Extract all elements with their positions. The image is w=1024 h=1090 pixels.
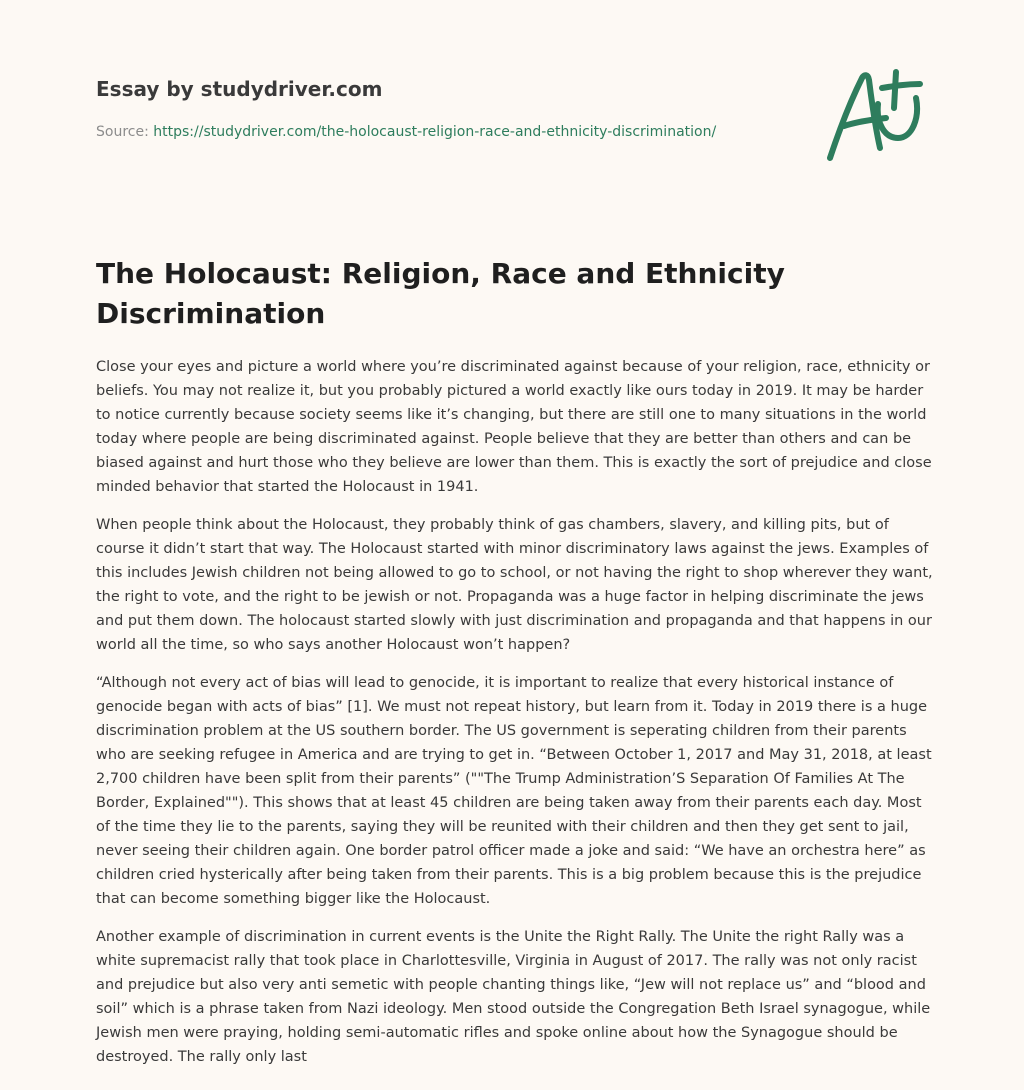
essay-title: The Holocaust: Religion, Race and Ethnicity Discrimination	[96, 257, 785, 330]
a-plus-logo-icon	[820, 64, 930, 164]
paragraph: Close your eyes and picture a world where you’re discriminated against because of your religion, race, ethnicity or beliefs. You may not realize it, but you probably pictured a world exactly like ours today in 2019. It may be harder to notice currently because society seems like it’s changing, but there are still one to many situations in the world today where people are being discriminated against. People believe that they are better than others and can be biased against and hurt those who they believe are lower than them. This is exactly the sort of prejudice and close minded behavior that started the Holocaust in 1941.	[96, 359, 932, 495]
source-link[interactable]: https://studydriver.com/the-holocaust-religion-race-and-ethnicity-discrimination/	[153, 124, 717, 140]
brand-title: Essay by studydriver.com	[96, 77, 383, 101]
paragraph: When people think about the Holocaust, they probably think of gas chambers, slavery, and killing pits, but of course it didn’t start that way. The Holocaust started with minor discriminatory laws against the jews. Examples of this includes Jewish children not being allowed to go to school, or not having the right to shop wherever they want, the right to vote, and the right to be jewish or not. Propaganda was a huge factor in helping discriminate the jews and put them down. The holocaust started slowly with just discrimination and propaganda and that happens in our world all the time, so who says another Holocaust won’t happen?	[96, 517, 933, 653]
essay-body	[96, 355, 936, 1083]
source-line	[96, 122, 796, 142]
essay-header	[96, 74, 796, 142]
source-label: Source:	[96, 124, 149, 140]
paragraph: Another example of discrimination in current events is the Unite the Right Rally. The Unite the right Rally was a white supremacist rally that took place in Charlottesville, Virginia in August of 2017. The rally was not only racist and prejudice but also very anti semetic with people chanting things like, “Jew will not replace us” and “blood and soil” which is a phrase taken from Nazi ideology. Men stood outside the Congregation Beth Israel synagogue, while Jewish men were praying, holding semi-automatic rifles and spoke online about how the Synagogue should be destroyed. The rally only last	[96, 929, 931, 1065]
paragraph: “Although not every act of bias will lead to genocide, it is important to realize that every historical instance of genocide began with acts of bias” [1]. We must not repeat history, but learn from it. Today in 2019 there is a huge discrimination problem at the US southern border. The US government is seperating children from their parents who are seeking refugee in America and are trying to get in. “Between October 1, 2017 and May 31, 2018, at least 2,700 children have been split from their parents” (""The Trump Administration’S Separation Of Families At The Border, Explained""). This shows that at least 45 children are being taken away from their parents each day. Most of the time they lie to the parents, saying they will be reunited with their children and then they get sent to jail, never seeing their children again. One border patrol officer made a joke and said: “We have an orchestra here” as children cried hysterically after being taken from their parents. This is a big problem because this is the prejudice that can become something bigger like the Holocaust.	[96, 675, 932, 907]
